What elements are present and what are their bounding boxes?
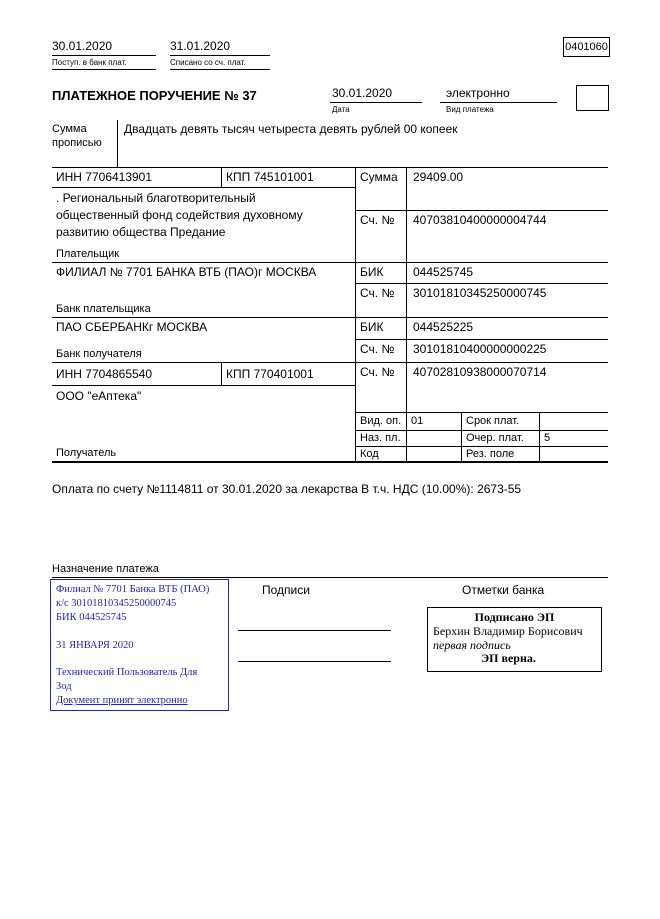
form-code: 0401060 bbox=[565, 41, 608, 53]
signature-line-1 bbox=[238, 630, 391, 631]
payee-account-row bbox=[356, 363, 608, 413]
payer-bank-name: ФИЛИАЛ № 7701 БАНКА ВТБ (ПАО)г МОСКВА bbox=[56, 265, 317, 279]
received-date: 30.01.2020 bbox=[52, 39, 156, 56]
stamp-line-3: БИК 044525745 bbox=[56, 611, 127, 623]
amount-words-label: Сумма прописью bbox=[52, 120, 118, 167]
payer-account-row bbox=[356, 211, 608, 263]
payer-cell bbox=[52, 188, 355, 263]
payment-details-table bbox=[52, 167, 608, 463]
table-left-column bbox=[52, 168, 355, 461]
debited-date-field bbox=[170, 39, 270, 70]
payee-inn-kpp-row bbox=[52, 363, 355, 386]
stamp-line-8: Зод bbox=[56, 681, 72, 693]
priority-label: Очер. плат. bbox=[462, 431, 540, 446]
signature-stamp-box bbox=[427, 607, 602, 672]
code-value bbox=[407, 447, 462, 461]
op-type-row bbox=[356, 413, 608, 431]
purpose-code-row bbox=[356, 431, 608, 447]
payer-bank-account-label: Сч. № bbox=[356, 284, 407, 317]
payee-bank-account-label: Сч. № bbox=[356, 340, 407, 362]
payment-purpose-label: Назначение платежа bbox=[52, 563, 159, 575]
debited-date: 31.01.2020 bbox=[170, 39, 270, 56]
document-date-field bbox=[330, 86, 422, 114]
table-right-column bbox=[355, 168, 608, 461]
amount-words-value: Двадцать девять тысяч четыреста девять рублей 00 копеек bbox=[124, 122, 458, 136]
signature-kind: первая подпись bbox=[433, 637, 511, 652]
payee-cell bbox=[52, 386, 355, 461]
stamp-line-4 bbox=[56, 625, 223, 639]
payer-bank-cell bbox=[52, 263, 355, 318]
payee-bank-bik-row bbox=[356, 318, 608, 340]
payer-name-line-2: общественный фонд содействия духовному bbox=[56, 208, 303, 222]
payer-bank-bik-label: БИК bbox=[356, 263, 407, 283]
payee-kpp: КПП 770401001 bbox=[226, 367, 314, 381]
payer-kpp: КПП 745101001 bbox=[226, 170, 314, 184]
stamp-line-7: Технический Пользователь Для bbox=[56, 667, 198, 679]
code-row bbox=[356, 447, 608, 461]
due-date-value bbox=[540, 413, 608, 430]
payee-name: ООО "еАптека" bbox=[56, 389, 142, 403]
payment-kind-label: Вид платежа bbox=[446, 105, 494, 114]
payment-purpose-text: Оплата по счету №1114811 от 30.01.2020 за лекарства В т.ч. НДС (10.00%): 2673-55 bbox=[52, 482, 522, 496]
payer-bank-section-label: Банк плательщика bbox=[56, 303, 151, 315]
payee-bank-bik-label: БИК bbox=[356, 318, 407, 339]
sum-label: Сумма bbox=[356, 168, 407, 210]
payer-name-line-1: . Региональный благотворительный bbox=[56, 191, 256, 205]
document-title: ПЛАТЕЖНОЕ ПОРУЧЕНИЕ № 37 bbox=[52, 88, 257, 103]
payee-account-value: 40702810938000070714 bbox=[413, 365, 547, 379]
payee-bank-account-row bbox=[356, 340, 608, 363]
purpose-code-label: Наз. пл. bbox=[356, 431, 407, 446]
op-type-value: 01 bbox=[407, 413, 462, 430]
payer-account-value: 40703810400000004744 bbox=[413, 213, 547, 227]
signed-ep-title: Подписано ЭП bbox=[474, 610, 555, 624]
signer-name: Берхин Владимир Борисович bbox=[433, 623, 583, 638]
signatures-label: Подписи bbox=[262, 583, 310, 597]
bank-stamp bbox=[50, 579, 229, 711]
document-date: 30.01.2020 bbox=[330, 86, 422, 103]
payer-bank-account-row bbox=[356, 284, 608, 318]
payer-inn: ИНН 7706413901 bbox=[52, 168, 222, 187]
received-date-label: Поступ. в банк плат. bbox=[52, 56, 156, 70]
payer-account-label: Сч. № bbox=[356, 211, 407, 262]
stamp-line-5: 31 ЯНВАРЯ 2020 bbox=[56, 639, 134, 651]
document-date-label: Дата bbox=[332, 105, 350, 114]
ep-valid-note: ЭП верна. bbox=[481, 651, 536, 666]
payee-inn: ИНН 7704865540 bbox=[52, 363, 222, 385]
debited-date-label: Списано со сч. плат. bbox=[170, 56, 270, 70]
reserve-field-label: Рез. поле bbox=[462, 447, 540, 461]
amount-words-row bbox=[52, 120, 608, 167]
sum-value: 29409.00 bbox=[413, 170, 464, 184]
purpose-code-value bbox=[407, 431, 462, 446]
payee-bank-cell bbox=[52, 318, 355, 363]
payment-kind-field bbox=[440, 86, 557, 114]
purpose-underline bbox=[52, 577, 608, 578]
received-date-field bbox=[52, 39, 156, 70]
priority-value: 5 bbox=[544, 432, 551, 444]
payer-bank-bik-row bbox=[356, 263, 608, 284]
payer-bank-bik-value: 044525745 bbox=[413, 265, 474, 279]
payee-bank-name: ПАО СБЕРБАНКг МОСКВА bbox=[56, 320, 208, 334]
payee-bank-bik-value: 044525225 bbox=[413, 320, 474, 334]
status-box bbox=[576, 85, 609, 111]
payee-bank-account-value: 30101810400000000225 bbox=[413, 342, 547, 356]
code-label: Код bbox=[356, 447, 407, 461]
stamp-line-2: к/с 30101810345250000745 bbox=[56, 597, 177, 609]
stamp-line-6 bbox=[56, 653, 223, 667]
signature-line-2 bbox=[238, 661, 391, 662]
form-code-box bbox=[563, 37, 610, 57]
payer-bank-account-value: 30101810345250000745 bbox=[413, 286, 547, 300]
op-type-label: Вид. оп. bbox=[356, 413, 407, 430]
stamp-line-9: Документ принят электронно bbox=[56, 695, 188, 707]
stamp-line-1: Филиал № 7701 Банка ВТБ (ПАО) bbox=[56, 584, 210, 595]
payer-inn-kpp-row bbox=[52, 168, 355, 188]
payment-kind: электронно bbox=[440, 86, 557, 103]
sum-row bbox=[356, 168, 608, 211]
payee-section-label: Получатель bbox=[56, 447, 117, 459]
due-date-label: Срок плат. bbox=[462, 413, 540, 430]
bank-marks-label: Отметки банка bbox=[462, 583, 545, 597]
payee-account-label: Сч. № bbox=[356, 363, 407, 412]
payee-bank-section-label: Банк получателя bbox=[56, 348, 142, 360]
payer-name-line-3: развитию общества Предание bbox=[56, 225, 226, 239]
payer-section-label: Плательщик bbox=[56, 248, 120, 260]
bank-dates-block bbox=[52, 39, 270, 70]
reserve-field-value bbox=[540, 447, 608, 461]
